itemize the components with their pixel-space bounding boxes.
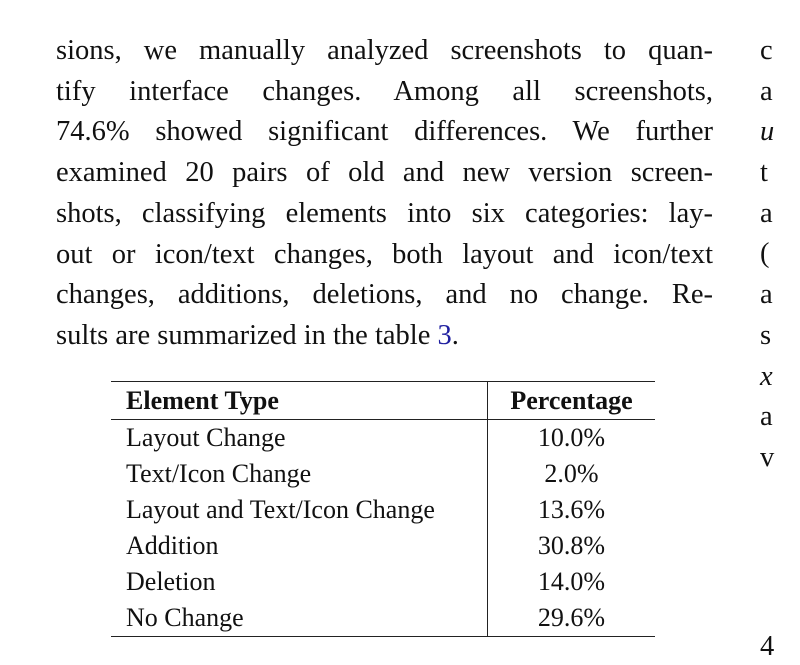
right-column-clipped-text — [760, 31, 800, 479]
clipped-line-fragment: s — [760, 319, 772, 351]
percentage-table — [111, 381, 655, 637]
table-row — [111, 420, 655, 457]
body-paragraph — [56, 31, 713, 357]
clipped-line-fragment: a — [760, 279, 773, 311]
clipped-line-fragment: a — [760, 75, 773, 107]
table-row — [111, 564, 655, 600]
table-row — [111, 456, 655, 492]
table-row — [111, 492, 655, 528]
table-row — [111, 528, 655, 564]
last-line-period: . — [451, 319, 459, 351]
row-element-type: Text/Icon Change — [111, 456, 488, 492]
clipped-line-fragment: c — [760, 35, 773, 66]
row-element-type: Layout and Text/Icon Change — [111, 492, 488, 528]
page-number: 4 — [760, 631, 775, 662]
row-percentage: 13.6% — [537, 495, 606, 524]
table-row — [111, 600, 655, 637]
paragraph-last-line — [56, 316, 713, 357]
row-element-type: No Change — [111, 600, 488, 637]
clipped-line-fragment: x — [760, 360, 773, 392]
paragraph-line: shots, classifying elements into six categories: lay- — [56, 197, 713, 229]
paragraph-line: examined 20 pairs of old and new version screen- — [56, 157, 713, 189]
header-element-type: Element Type — [111, 382, 488, 420]
clipped-line-fragment: ( — [760, 238, 770, 270]
paragraph-line: changes, additions, deletions, and no change. Re- — [56, 279, 713, 311]
clipped-line-fragment: a — [760, 401, 773, 433]
row-percentage: 2.0% — [544, 459, 599, 488]
paragraph-line: tify interface changes. Among all screenshots, — [56, 75, 713, 107]
last-line-text: sults are summarized in the table — [56, 319, 438, 351]
clipped-line-fragment: a — [760, 197, 773, 229]
row-percentage: 29.6% — [537, 603, 606, 632]
clipped-line-fragment: u — [760, 116, 775, 148]
element-type-table — [111, 381, 655, 637]
paragraph-line: 74.6% showed significant differences. We further — [56, 116, 713, 148]
row-percentage: 14.0% — [537, 567, 606, 596]
row-percentage: 10.0% — [537, 423, 606, 452]
table-header-row — [111, 382, 655, 420]
table-reference-link[interactable]: 3 — [437, 319, 452, 351]
row-element-type: Layout Change — [111, 420, 488, 457]
clipped-line-fragment: v — [760, 441, 775, 473]
paragraph-line: out or icon/text changes, both layout and icon/text — [56, 238, 713, 270]
paragraph-line: sions, we manually analyzed screenshots to quan- — [56, 35, 713, 66]
header-percentage: Percentage — [510, 386, 633, 415]
clipped-line-fragment: t — [760, 157, 768, 189]
row-percentage: 30.8% — [537, 531, 606, 560]
row-element-type: Deletion — [111, 564, 488, 600]
row-element-type: Addition — [111, 528, 488, 564]
